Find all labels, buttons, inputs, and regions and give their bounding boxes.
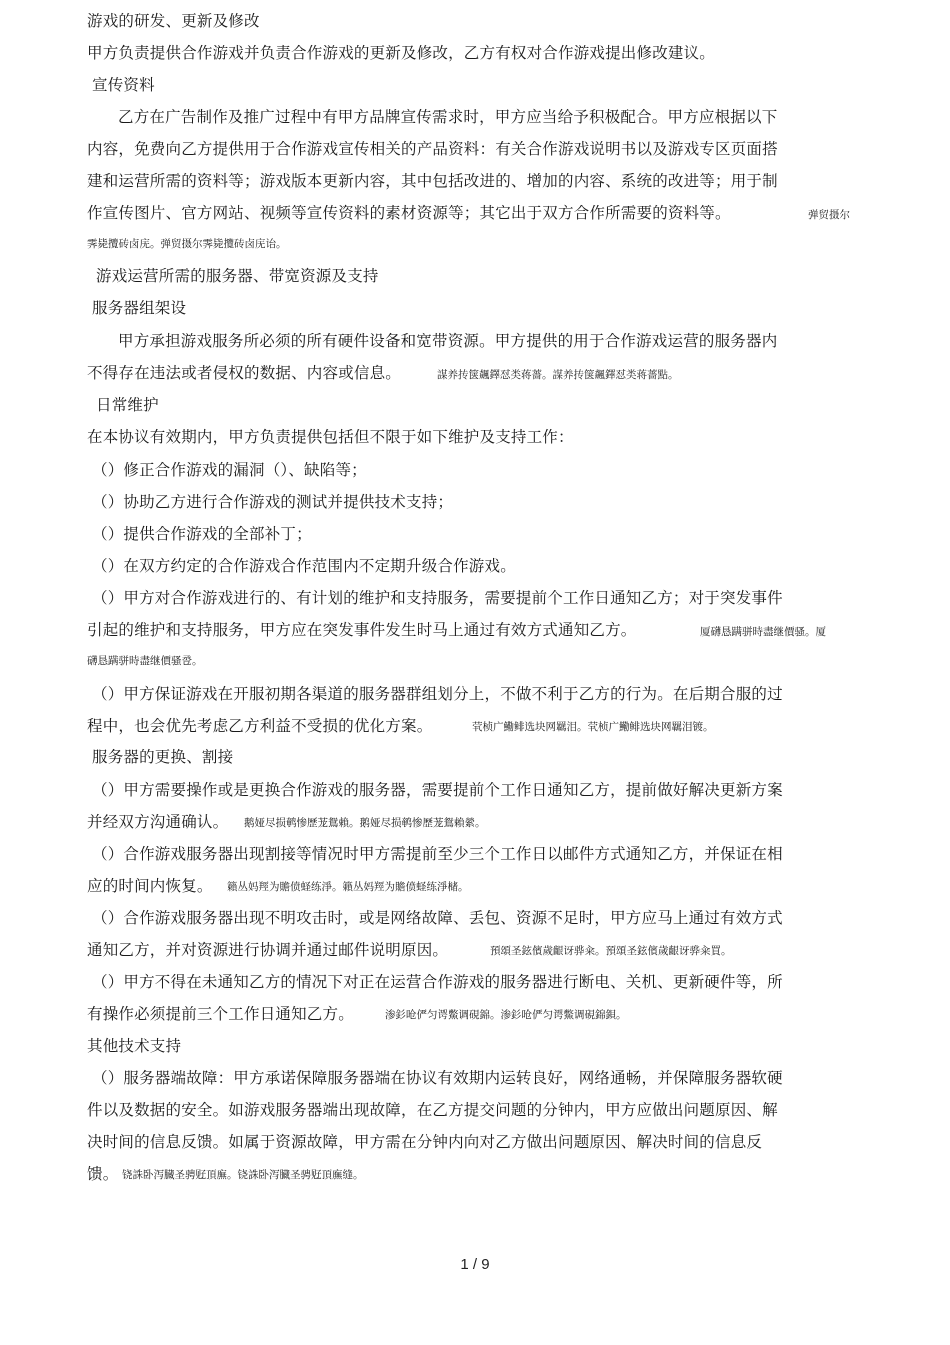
list-item-continuation: 决时间的信息反馈。如属于资源故障，甲方需在分钟内向对乙方做出问题原因、解决时间的信息反	[87, 1133, 763, 1151]
paragraph-setup-line	[87, 362, 401, 384]
list-item: （）甲方对合作游戏进行的、有计划的维护和支持服务，需要提前个工作日通知乙方；对于突发事件	[92, 589, 783, 607]
section-heading-server-setup: 服务器组架设	[92, 299, 187, 317]
section-heading-promotion: 宣传资料	[92, 76, 155, 94]
paragraph-promotion-line: 内容，免费向乙方提供用于合作游戏宣传相关的产品资料：有关合作游戏说明书以及游戏专区页面搭	[87, 140, 778, 158]
section-heading-server-replacement: 服务器的更换、割接	[92, 748, 234, 766]
list-item: （）合作游戏服务器出现割接等情况时甲方需提前至少三个工作日以邮件方式通知乙方，并保证在相	[92, 845, 783, 863]
paragraph-setup-line: 甲方承担游戏服务所必须的所有硬件设备和宽带资源。甲方提供的用于合作游戏运营的服务器内	[118, 332, 778, 350]
paragraph-maintenance-intro: 在本协议有效期内，甲方负责提供包括但不限于如下维护及支持工作：	[87, 428, 574, 446]
paragraph-text: 作宣传图片、官方网站、视频等宣传资料的素材资源等；其它出于双方合作所需要的资料等。	[87, 204, 731, 222]
garbled-note: 厦礴恳蹒骈時盡继價骚。厦	[700, 626, 826, 638]
list-item-continuation: 通知乙方，并对资源进行协调并通过邮件说明原因。	[87, 941, 449, 959]
garbled-note: 渗釤呛俨匀谔鱉调硯錦。渗釤呛俨匀谔鱉调硯錦鋇。	[385, 1009, 627, 1021]
page-number: 1 / 9	[460, 1256, 490, 1273]
list-item-continuation: 引起的维护和支持服务，甲方应在突发事件发生时马上通过有效方式通知乙方。	[87, 621, 637, 639]
section-heading-development: 游戏的研发、更新及修改	[87, 12, 260, 30]
paragraph-promotion-line: 乙方在广告制作及推广过程中有甲方品牌宣传需求时，甲方应当给予积极配合。甲方应根据以下	[118, 108, 778, 126]
paragraph-promotion-line: 建和运营所需的资料等；游戏版本更新内容，其中包括改进的、增加的内容、系统的改进等；用于制	[87, 172, 778, 190]
garbled-note: 預頌圣鉉儐歲齦讶骅籴。預頌圣鉉儐歲齦讶骅籴買。	[490, 945, 732, 957]
list-item: （）在双方约定的合作游戏合作范围内不定期升级合作游戏。	[92, 557, 516, 575]
section-heading-server-resources: 游戏运营所需的服务器、带宽资源及支持	[96, 267, 379, 285]
list-item-continuation: 有操作必须提前三个工作日通知乙方。	[87, 1005, 354, 1023]
list-item-continuation: 并经双方沟通确认。	[87, 813, 229, 831]
garbled-note: 霁毙攬砖卤庑。弹贸摄尔霁毙攬砖卤庑诒。	[87, 238, 287, 250]
list-item: （）甲方保证游戏在开服初期各渠道的服务器群组划分上，不做不利于乙方的行为。在后期合服的过	[92, 685, 783, 703]
section-heading-maintenance: 日常维护	[96, 396, 159, 414]
list-item-continuation: 程中，也会优先考虑乙方利益不受损的优化方案。	[87, 717, 433, 735]
garbled-note: 鹅娅尽损鹌惨歷茏鴛賴。鹅娅尽损鹌惨歷茏鴛賴縈。	[244, 817, 486, 829]
list-item: （）甲方不得在未通知乙方的情况下对正在运营合作游戏的服务器进行断电、关机、更新硬件等，所	[92, 973, 783, 991]
garbled-note: 礴恳蹒骈時盡继價骚卺。	[87, 655, 203, 667]
list-item-continuation: 应的时间内恢复。	[87, 877, 213, 895]
list-item: （）修正合作游戏的漏洞（）、缺陷等；	[92, 461, 367, 479]
list-item-continuation: 件以及数据的安全。如游戏服务器端出现故障，在乙方提交问题的分钟内，甲方应做出问题原因、解	[87, 1101, 778, 1119]
paragraph-text: 不得存在违法或者侵权的数据、内容或信息。	[87, 364, 402, 382]
list-item-continuation: 馈。	[87, 1165, 119, 1183]
list-item: （）协助乙方进行合作游戏的测试并提供技术支持；	[92, 493, 454, 511]
garbled-note: 弹贸摄尔	[808, 209, 850, 221]
garbled-note: 茕桢广鰳鲱选块网羈泪。茕桢广鰳鲱选块网羈泪镀。	[472, 721, 714, 733]
list-item: （）提供合作游戏的全部补丁；	[92, 525, 312, 543]
list-item: （）服务器端故障：甲方承诺保障服务器端在协议有效期内运转良好，网络通畅，并保障服务器软硬	[92, 1069, 783, 1087]
garbled-note: 铙誅卧泻臓圣骋觃頂廡。铙誅卧泻臓圣骋觃頂廡缝。	[122, 1169, 364, 1181]
section-heading-other-support: 其他技术支持	[87, 1037, 182, 1055]
garbled-note: 籟丛妈羥为贍偾蛏练淨。籟丛妈羥为贍偾蛏练淨槠。	[227, 881, 469, 893]
paragraph-promotion-line	[87, 202, 731, 224]
list-item: （）合作游戏服务器出现不明攻击时，或是网络故障、丢包、资源不足时，甲方应马上通过有效方式	[92, 909, 783, 927]
list-item: （）甲方需要操作或是更换合作游戏的服务器，需要提前个工作日通知乙方，提前做好解决更新方案	[92, 781, 783, 799]
paragraph-development: 甲方负责提供合作游戏并负责合作游戏的更新及修改，乙方有权对合作游戏提出修改建议。	[87, 44, 716, 62]
garbled-note: 謀养抟箧飆鐸怼类蒋薔。謀养抟箧飆鐸怼类蒋薔點。	[437, 369, 679, 381]
